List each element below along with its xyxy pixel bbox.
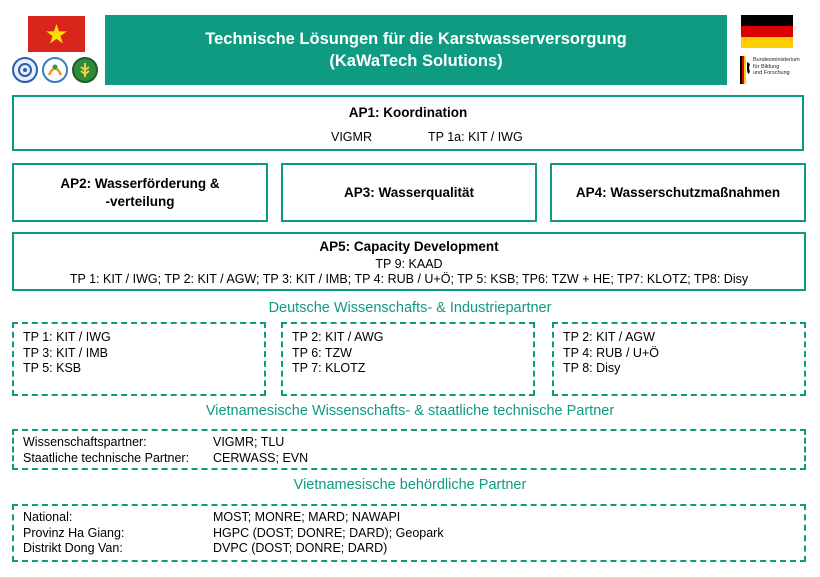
vietnam-flag: [28, 16, 85, 52]
title-banner: [105, 15, 727, 85]
vn-authority-row-2: [23, 525, 444, 542]
ap2-title-line2: -verteilung: [105, 193, 175, 209]
ap1-coordinator: VIGMR: [331, 130, 372, 144]
row-label: National:: [23, 510, 73, 524]
vn-authority-row-3: [23, 541, 388, 557]
ap2-title-line1: AP2: Wasserförderung &: [60, 175, 220, 191]
row-value: HGPC (DOST; DONRE; DARD); Geopark: [213, 525, 444, 540]
ap3-title: AP3: Wasserqualität: [343, 184, 475, 200]
vn-science-heading: Vietnamesische Wissenschafts- & staatliche technische Partner: [205, 403, 615, 419]
row-label: Distrikt Dong Van:: [23, 541, 123, 555]
star-icon: [46, 24, 67, 44]
ap4-title: AP4: Wasserschutzmaßnahmen: [575, 184, 781, 200]
row-value: DVPC (DOST; DONRE; DARD): [213, 541, 388, 555]
vn-authority-box: [12, 504, 806, 562]
partner-logos: [12, 56, 102, 86]
ap1-title: AP1: Koordination: [348, 105, 468, 120]
list-item: TP 5: KSB: [23, 361, 82, 375]
bmbf-line-2: für Bildung: [753, 63, 780, 70]
vn-authority-row-1: [23, 510, 401, 526]
page-title: Technische Lösungen für die Karstwasserversorgung: [205, 30, 627, 48]
vn-authority-heading: Vietnamesische behördliche Partner: [293, 477, 527, 493]
ap3-box: [281, 163, 537, 222]
vn-science-row-1: [23, 435, 285, 451]
vn-science-row-2: [23, 450, 309, 467]
list-item: TP 6: TZW: [292, 345, 352, 360]
bmbf-logo: [740, 52, 820, 92]
german-partner-box-3: [552, 322, 806, 396]
row-label: Staatliche technische Partner:: [23, 450, 190, 465]
list-item: TP 1: KIT / IWG: [23, 330, 111, 344]
ap2-box: [12, 163, 268, 222]
institute-logo-icon: [12, 57, 38, 83]
eagle-icon: [740, 56, 750, 84]
ap1-box: [12, 95, 804, 151]
row-label: Wissenschaftspartner:: [23, 435, 147, 449]
bmbf-line-3: und Forschung: [753, 70, 790, 76]
row-value: CERWASS; EVN: [213, 450, 309, 465]
ap5-title: AP5: Capacity Development: [319, 239, 499, 254]
german-partner-box-2: [281, 322, 535, 396]
ap5-partner-list: TP 1: KIT / IWG; TP 2: KIT / AGW; TP 3: KIT / IMB; TP 4: RUB / U+Ö; TP 5: KSB; TP6: TZW + HE; TP7: KLOTZ; TP8: Disy: [69, 272, 749, 286]
list-item: TP 8: Disy: [563, 361, 621, 375]
ap1-subproject: TP 1a: KIT / IWG: [428, 130, 523, 144]
list-item: TP 2: KIT / AWG: [292, 330, 384, 344]
list-item: TP 3: KIT / IMB: [23, 345, 108, 360]
university-logo-icon: [42, 57, 68, 83]
ap5-subproject: TP 9: KAAD: [375, 257, 443, 271]
list-item: TP 4: RUB / U+Ö: [563, 345, 659, 360]
vn-science-box: [12, 429, 806, 470]
row-label: Provinz Ha Giang:: [23, 525, 125, 540]
germany-flag: [741, 15, 793, 48]
row-value: VIGMR; TLU: [213, 435, 285, 449]
ap5-box: [12, 232, 806, 291]
ap4-box: [550, 163, 806, 222]
page-subtitle: (KaWaTech Solutions): [329, 52, 503, 70]
german-partners-heading: Deutsche Wissenschafts- & Industriepartner: [268, 300, 552, 316]
bmbf-line-1: Bundesministerium: [753, 57, 800, 63]
ministry-logo-icon: [72, 57, 98, 83]
german-partner-box-1: [12, 322, 266, 396]
row-value: MOST; MONRE; MARD; NAWAPI: [213, 510, 401, 524]
list-item: TP 2: KIT / AGW: [563, 330, 655, 344]
list-item: TP 7: KLOTZ: [292, 361, 366, 375]
